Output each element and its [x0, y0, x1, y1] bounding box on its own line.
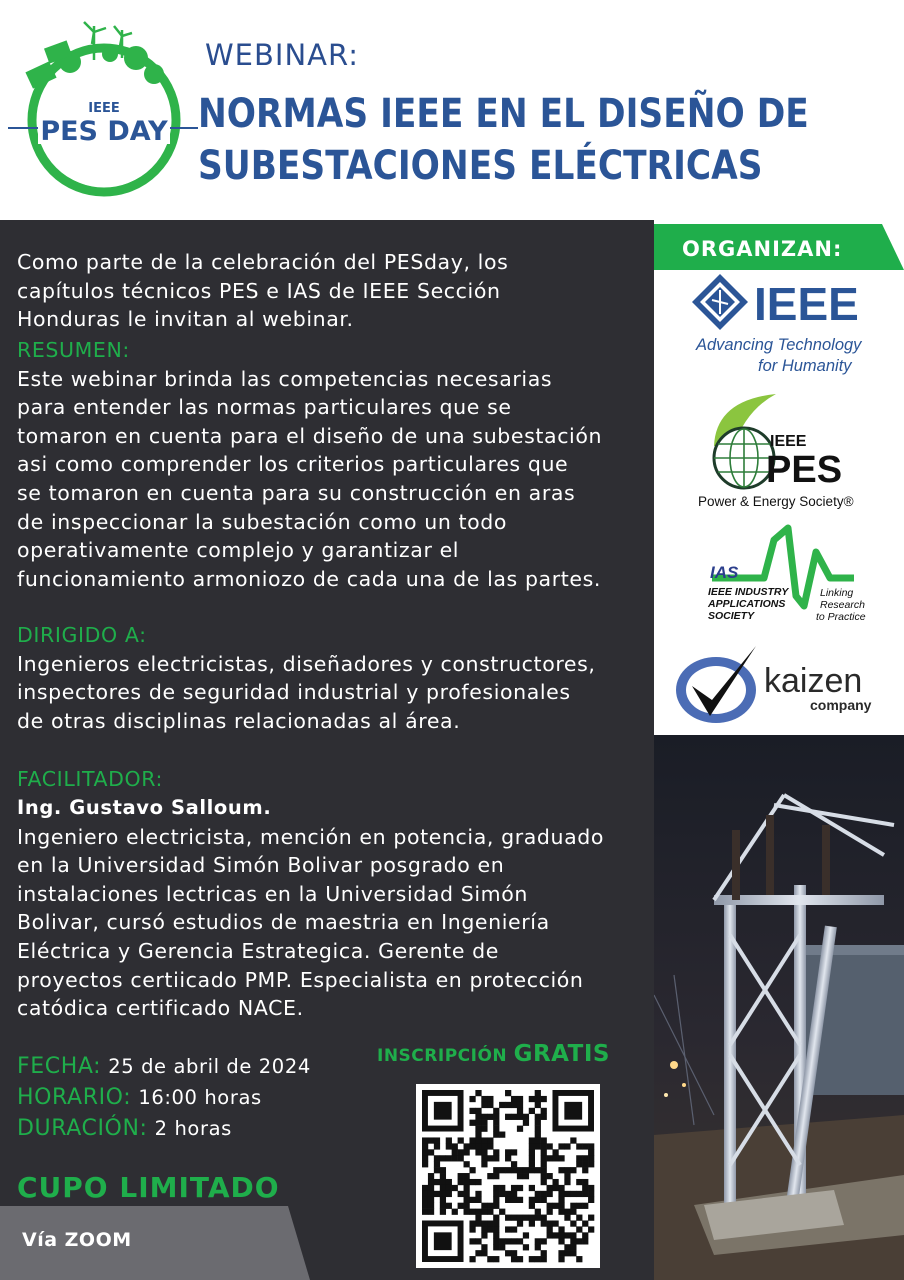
ias-full-1: IEEE INDUSTRY	[708, 586, 789, 598]
dirigido-line: Ingenieros electricistas, diseñadores y constructores,	[17, 651, 596, 676]
inscripcion-text: INSCRIPCIÓN	[377, 1046, 508, 1066]
cupo-limitado: CUPO LIMITADO	[17, 1171, 280, 1204]
via-zoom-text: Vía ZOOM	[22, 1229, 132, 1251]
facilitador-line: instalaciones lectricas en la Universidad Simón	[17, 881, 528, 906]
resumen-line: asi como comprender los criterios particulares que	[17, 452, 569, 477]
facilitador-line: Bolivar, cursó estudios de maestria en Ingeniería	[17, 910, 550, 935]
facilitador-line: en la Universidad Simón Bolivar posgrado en	[17, 853, 505, 878]
organizan-banner	[654, 224, 904, 270]
pes-day-logo	[8, 18, 198, 203]
kaizen-sub: company	[810, 697, 872, 713]
resumen-line: de inspeccionar la subestación como un todo	[17, 509, 508, 534]
sponsors-column	[654, 220, 904, 735]
resumen-line: funcionamiento armoniozo de cada una de las partes.	[17, 566, 601, 591]
dirigido-line: inspectores de seguridad industrial y profesionales	[17, 680, 571, 705]
ias-abbr: IAS	[710, 563, 739, 582]
kaizen-text: kaizen	[764, 662, 863, 700]
facilitador-line: Ingeniero electricista, mención en potencia, graduado	[17, 824, 605, 849]
facilitador-line: proyectos certiicado PMP. Especialista en protección	[17, 967, 584, 992]
duracion-row	[17, 1114, 232, 1144]
horario-label: HORARIO:	[17, 1085, 132, 1110]
qr-code[interactable]	[416, 1084, 600, 1268]
ias-tag-2: Research	[820, 599, 865, 611]
pes-logo	[694, 390, 904, 510]
logo-small-text: IEEE	[88, 101, 120, 116]
resumen-heading: RESUMEN:	[17, 338, 130, 362]
facilitador-heading: FACILITADOR:	[17, 767, 163, 791]
duracion-value: 2 horas	[154, 1117, 232, 1140]
ias-logo	[704, 520, 904, 630]
title-line-2: SUBESTACIONES ELÉCTRICAS	[198, 143, 763, 189]
ias-full-3: SOCIETY	[708, 610, 755, 622]
facilitador-name: Ing. Gustavo Salloum.	[17, 796, 272, 819]
intro-line-2: capítulos técnicos PES e IAS de IEEE Sección	[17, 278, 501, 303]
dirigido-line: de otras disciplinas relacionadas al área.	[17, 708, 461, 733]
substation-photo	[654, 735, 904, 1280]
organizan-label: ORGANIZAN:	[682, 237, 843, 261]
webinar-label: WEBINAR:	[205, 38, 360, 72]
resumen-line: operativamente complejo y garantizar el	[17, 538, 460, 563]
facilitador-line: catódica certificado NACE.	[17, 996, 304, 1021]
ieee-tagline-2: for Humanity	[758, 357, 852, 375]
kaizen-logo	[672, 640, 904, 732]
fecha-value: 25 de abril de 2024	[108, 1055, 311, 1078]
logo-main-text: PES DAY	[40, 116, 168, 147]
horario-value: 16:00 horas	[138, 1086, 262, 1109]
inscripcion-label	[377, 1040, 610, 1071]
pes-small-text: IEEE	[770, 433, 807, 450]
resumen-line: tomaron en cuenta para el diseño de una subestación	[17, 423, 603, 448]
facilitador-line: Eléctrica y Gerencia Estrategica. Gerente de	[17, 939, 499, 963]
fecha-label: FECHA:	[17, 1054, 102, 1079]
duracion-label: DURACIÓN:	[17, 1116, 148, 1141]
page-title	[198, 88, 809, 192]
fecha-row	[17, 1052, 311, 1082]
resumen-line: para entender las normas particulares que se	[17, 395, 512, 420]
ieee-logo-text: IEEE	[754, 278, 859, 330]
ieee-tagline-1: Advancing Technology	[696, 336, 862, 354]
pes-tagline: Power & Energy Society®	[698, 494, 854, 509]
intro-line-3: Honduras le invitan al webinar.	[17, 307, 354, 332]
resumen-line: Este webinar brinda las competencias necesarias	[17, 366, 553, 391]
title-line-1: NORMAS IEEE EN EL DISEÑO DE	[198, 91, 809, 137]
ias-tag-3: to Practice	[816, 611, 866, 623]
dirigido-heading: DIRIGIDO A:	[17, 623, 147, 647]
horario-row	[17, 1083, 262, 1113]
ias-tag-1: Linking	[820, 587, 854, 599]
ieee-logo	[674, 272, 904, 378]
ias-full-2: APPLICATIONS	[708, 598, 786, 610]
intro-line-1: Como parte de la celebración del PESday, los	[17, 250, 509, 274]
pes-logo-text: PES	[766, 449, 843, 491]
header	[0, 0, 904, 220]
resumen-line: se tomaron en cuenta para su construcción en aras	[17, 481, 576, 505]
inscripcion-free: GRATIS	[513, 1041, 610, 1067]
